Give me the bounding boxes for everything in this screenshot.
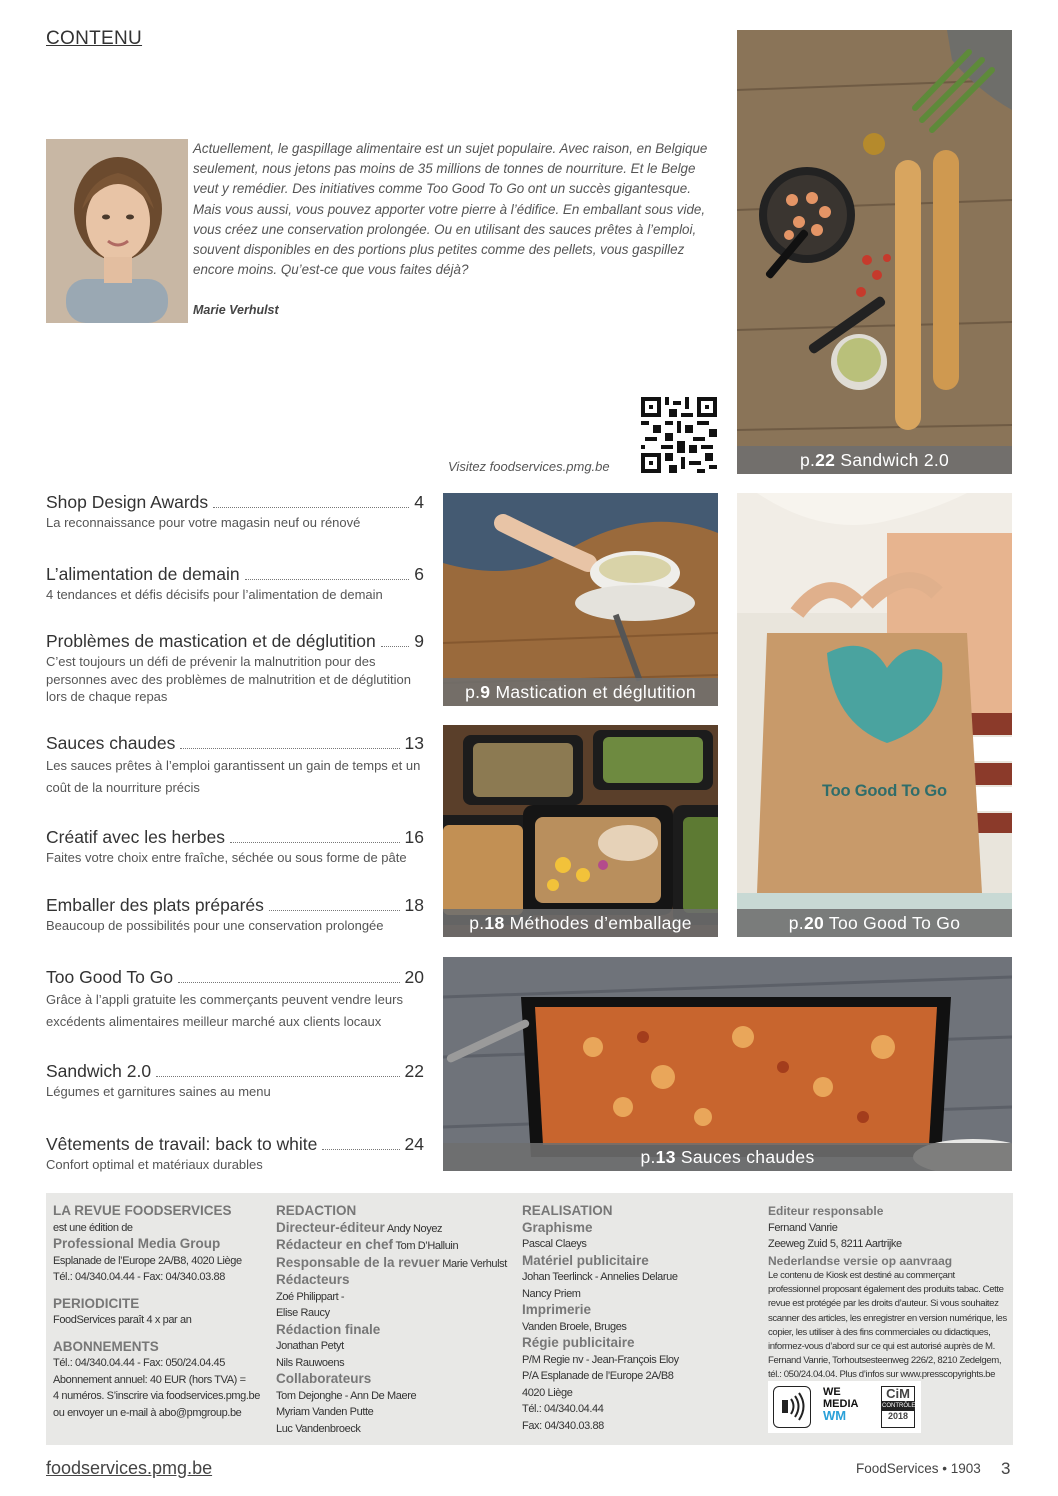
colophon-line: Directeur-éditeur Andy Noyez [276, 1219, 443, 1235]
toc-item[interactable] [46, 733, 424, 799]
caption-emballage: p.18 Méthodes d’emballage [443, 909, 718, 937]
toc-desc: 4 tendances et défis décisifs pour l’alimentation de demain [46, 587, 383, 602]
colophon-line: Tél.: 04/340.04.44 - Fax: 050/24.04.45 [53, 1357, 225, 1369]
page-number: 3 [1001, 1459, 1011, 1478]
colophon-legal: Le contenu de Kiosk est destiné au commerçant professionnel proposant également des produits tabac. Cette revue est protégée par les droits d’auteur. Si vous souhaitez scanner des articles, les enregistrer en version numérique, les copier, les utiliser à des fins commerciales ou didactiques, informez-vous d’abord sur ce qui est autorisé auprès de M. Fernand Vanrie, Torhoutsesteenweg 226/2, 8210 Zedelgem, tél.: 050/24.04.04. Plus d’infos sur www.presscopyrights.be [768, 1270, 1007, 1381]
toc-desc: Confort optimal et matériaux durables [46, 1157, 263, 1172]
toc-item[interactable] [46, 967, 424, 1033]
colophon-line: Abonnement annuel: 40 EUR (hors TVA) = [53, 1373, 246, 1386]
toc-item[interactable] [46, 631, 424, 706]
colophon-editor [768, 1203, 1008, 1383]
bag-logo-text: Too Good To Go [822, 782, 947, 800]
toc-item[interactable] [46, 564, 424, 604]
toc-desc: Beaucoup de possibilités pour une conservation prolongée [46, 918, 384, 933]
toc-item[interactable] [46, 1061, 424, 1101]
toc-title: L’alimentation de demain [46, 564, 240, 584]
audio-icon [773, 1386, 811, 1428]
certification-logos [768, 1381, 921, 1433]
colophon-line: Imprimerie [522, 1302, 592, 1317]
colophon-line: Rédacteurs [276, 1272, 350, 1287]
colophon-heading: PERIODICITE [53, 1295, 140, 1311]
colophon-heading: LA REVUE FOODSERVICES [53, 1203, 232, 1218]
colophon-line: Responsable de la revuer Marie Verhulst [276, 1254, 507, 1270]
colophon-line: P/M Regie nv - Jean-François Eloy [522, 1353, 679, 1366]
colophon-line: Zeeweg Zuid 5, 8211 Aartrijke [768, 1238, 902, 1250]
page-title: CONTENU [46, 28, 143, 49]
colophon-line: Jonathan Petyt [276, 1340, 344, 1352]
toc-desc: Les sauces prêtes à l’emploi garantissent un gain de temps et un coût de la nourriture précis [46, 758, 421, 795]
photo-mastication[interactable] [443, 493, 718, 706]
colophon [46, 1193, 1013, 1445]
toc-page: 9 [414, 631, 424, 651]
wemedia-logo: WE MEDIA WM [823, 1386, 859, 1423]
colophon-publisher [53, 1203, 268, 1421]
colophon-line: Matériel publicitaire [522, 1252, 649, 1268]
colophon-line: Pascal Claeys [522, 1238, 587, 1250]
toc-page: 6 [414, 564, 424, 584]
toc-page: 22 [404, 1061, 424, 1081]
colophon-line: P/A Esplanade de l’Europe 2A/B8 [522, 1370, 674, 1382]
toc-title: Sandwich 2.0 [46, 1061, 152, 1081]
toc-page: 4 [414, 492, 424, 512]
colophon-line: Esplanade de l’Europe 2A/B8, 4020 Liège [53, 1254, 242, 1267]
colophon-line: Myriam Vanden Putte [276, 1406, 374, 1418]
toc-page: 24 [404, 1134, 424, 1154]
colophon-line: Régie publicitaire [522, 1335, 635, 1350]
toc-page: 13 [404, 733, 424, 753]
colophon-line: Graphisme [522, 1219, 593, 1235]
colophon-line: Johan Teerlinck - Annelies Delarue [522, 1271, 678, 1283]
toc-title: Vêtements de travail: back to white [46, 1134, 318, 1154]
qr-code[interactable] [641, 397, 717, 473]
toc-desc: Faites votre choix entre fraîche, séchée ou sous forme de pâte [46, 850, 407, 865]
colophon-line: Elise Raucy [276, 1307, 330, 1319]
colophon-line: Luc Vandenbroeck [276, 1422, 361, 1435]
colophon-line: Nils Rauwoens [276, 1356, 345, 1369]
colophon-line: Nederlandse versie op aanvraag [768, 1253, 953, 1268]
website-link[interactable]: foodservices.pmg.be [46, 1458, 213, 1478]
colophon-line: 4020 Liège [522, 1386, 573, 1399]
toc-page: 16 [404, 827, 424, 847]
photo-sauces[interactable] [443, 957, 1012, 1171]
colophon-line: Rédacteur en chef Tom D’Halluin [276, 1237, 459, 1252]
toc-title: Shop Design Awards [46, 492, 209, 512]
caption-mastication: p.9 Mastication et déglutition [443, 678, 718, 706]
toc-desc: La reconnaissance pour votre magasin neuf ou rénové [46, 515, 361, 530]
toc-desc: Grâce à l’appli gratuite les commerçants peuvent vendre leurs excédents alimentaires meilleur marché aux clients locaux [46, 992, 403, 1029]
colophon-heading: ABONNEMENTS [53, 1338, 159, 1354]
colophon-line: Nancy Priem [522, 1287, 581, 1300]
caption-sandwich: p.22 Sandwich 2.0 [737, 446, 1012, 474]
caption-sauces: p.13 Sauces chaudes [443, 1143, 1012, 1171]
toc-desc: Légumes et garnitures saines au menu [46, 1084, 271, 1099]
toc-title: Créatif avec les herbes [46, 827, 225, 847]
photo-emballage[interactable] [443, 725, 718, 937]
colophon-line: Fernand Vanrie [768, 1221, 838, 1234]
toc-page: 18 [404, 895, 424, 915]
colophon-heading: REALISATION [522, 1203, 613, 1218]
colophon-line: Rédaction finale [276, 1321, 381, 1337]
colophon-line: 4 numéros. S’inscrire via foodservices.pmg.be [53, 1390, 260, 1402]
colophon-line: FoodServices paraît 4 x par an [53, 1314, 192, 1326]
editorial-author: Marie Verhulst [193, 303, 279, 317]
author-portrait [46, 139, 188, 323]
colophon-line: Zoé Philippart - [276, 1290, 345, 1303]
colophon-line: Collaborateurs [276, 1371, 372, 1386]
toc-page: 20 [404, 967, 424, 987]
colophon-line: est une édition de [53, 1221, 133, 1234]
visit-link-text: Visitez foodservices.pmg.be [448, 459, 610, 474]
toc-title: Too Good To Go [46, 967, 174, 987]
colophon-heading: REDACTION [276, 1203, 357, 1218]
photo-tgtg[interactable] [737, 493, 1012, 937]
colophon-line: ou envoyer un e-mail à abo@pmgroup.be [53, 1406, 242, 1419]
photo-sandwich[interactable] [737, 30, 1012, 474]
colophon-realisation [522, 1203, 752, 1434]
toc-item[interactable] [46, 827, 424, 867]
colophon-line: Professional Media Group [53, 1236, 221, 1251]
toc-title: Problèmes de mastication et de déglutition [46, 631, 376, 651]
toc-item[interactable] [46, 492, 424, 532]
colophon-redaction [276, 1203, 516, 1437]
colophon-heading: Editeur responsable [768, 1204, 884, 1218]
toc-item[interactable] [46, 895, 424, 935]
colophon-line: Tél.: 04/340.04.44 - Fax: 04/340.03.88 [53, 1271, 225, 1283]
colophon-line: Tom Dejonghe - Ann De Maere [276, 1389, 417, 1402]
colophon-line: Fax: 04/340.03.88 [522, 1419, 604, 1432]
toc-desc: C’est toujours un défi de prévenir la malnutrition pour des personnes avec des problèmes de malnutrition et de déglutition lors de chaque repas [46, 654, 411, 704]
toc-title: Sauces chaudes [46, 733, 176, 753]
magazine-issue: FoodServices • 1903 [856, 1461, 981, 1476]
colophon-line: Tél.: 04/340.04.44 [522, 1403, 604, 1415]
colophon-line: Vanden Broele, Bruges [522, 1320, 627, 1333]
caption-tgtg: p.20 Too Good To Go [737, 909, 1012, 937]
toc-item[interactable] [46, 1134, 424, 1174]
editorial-text: Actuellement, le gaspillage alimentaire est un sujet populaire. Avec raison, en Belgique seulement, nous jetons pas moins de 35 millions de tonnes de nourriture. Et le Belge veut y remédier. Des initiatives comme Too Good To Go ont un succès gigantesque. Mais vous aussi, vous pouvez apporter votre pierre à l’édifice. En emballant sous vide, vous créez une conservation prolongée. Ou en utilisant des sauces prêtes à l’emploi, souvent disponibles en des portions plus petites comme des pellets, vous gaspillez encore moins. Qu’est-ce que vous faites déjà? [193, 141, 708, 278]
cim-logo: CiM CONTRÔLE 2018 [881, 1386, 915, 1428]
toc-title: Emballer des plats préparés [46, 895, 264, 915]
